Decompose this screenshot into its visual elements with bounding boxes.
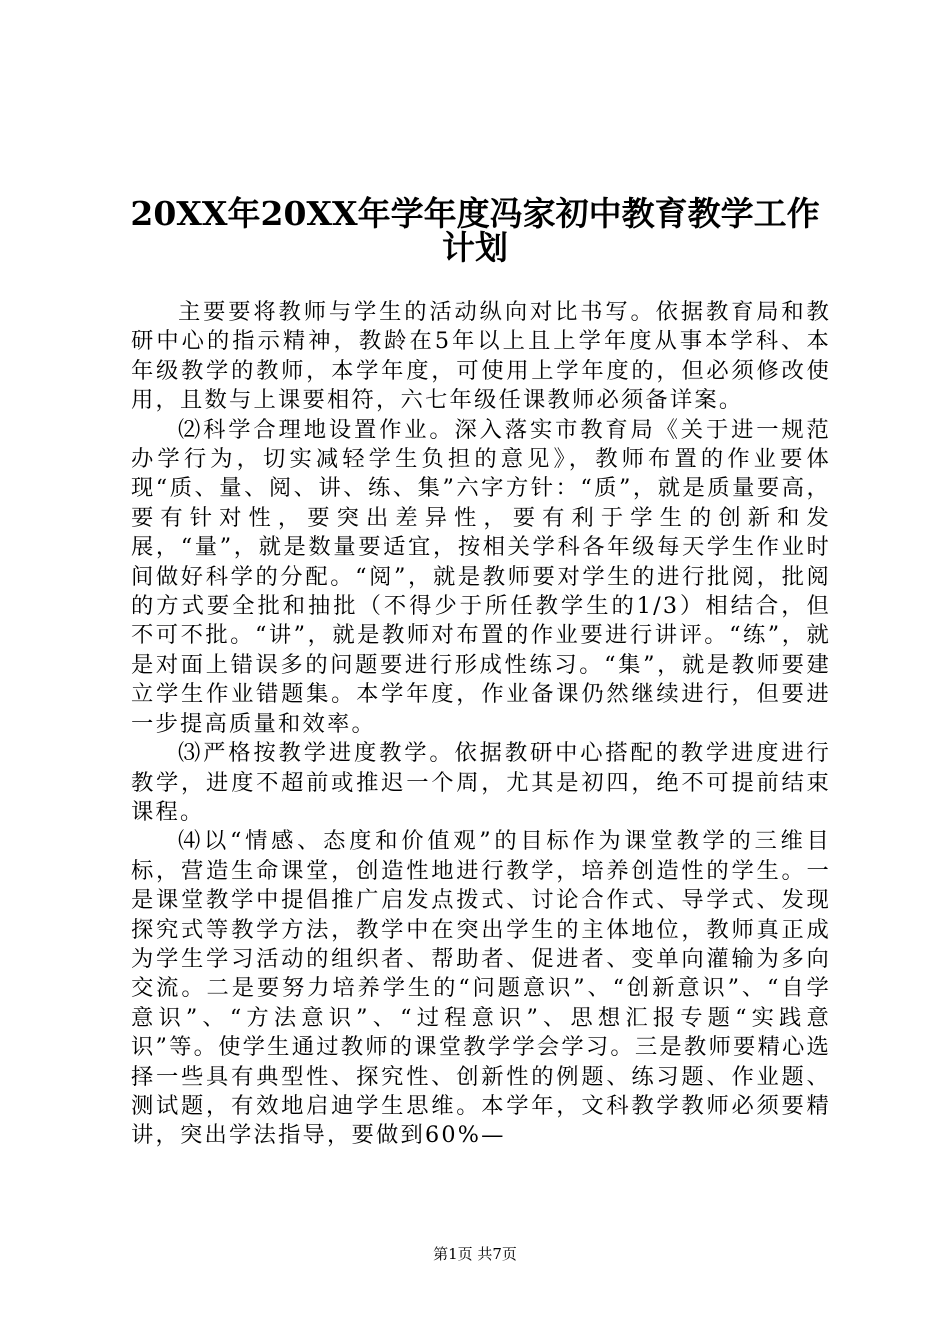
document-body bbox=[131, 298, 831, 1151]
page-number-footer: 第1页 共7页 bbox=[433, 1245, 517, 1263]
body-paragraph: ⑷以“情感、态度和价值观”的目标作为课堂教学的三维目标，营造生命课堂，创造性地进行教学，培养创造性的学生。一是课堂教学中提倡推广启发点拨式、讨论合作式、导学式、发现探究式等教学方法，教学中在突出学生的主体地位，教师真正成为学生学习活动的组织者、帮助者、促进者、变单向灌输为多向交流。二是要努力培养学生的“问题意识”、“创新意识”、“自学意识”、“方法意识”、“过程意识”、思想汇报专题“实践意识”等。使学生通过教师的课堂教学学会学习。三是教师要精心选择一些具有典型性、探究性、创新性的例题、练习题、作业题、测试题，有效地启迪学生思维。本学年，文科教学教师必须要精讲，突出学法指导，要做到60%— bbox=[131, 828, 831, 1149]
document-title-line-1: 20XX年20XX年学年度冯家初中教育教学工作 bbox=[130, 194, 820, 233]
body-paragraph: ⑶严格按教学进度教学。依据教研中心搭配的教学进度进行教学，进度不超前或推迟一个周，尤其是初四，绝不可提前结束课程。 bbox=[131, 740, 831, 825]
document-title-line-2: 计划 bbox=[442, 228, 508, 267]
body-paragraph: 主要要将教师与学生的活动纵向对比书写。依据教育局和教研中心的指示精神，教龄在5年以上且上学年度从事本学科、本年级教学的教师，本学年度，可使用上学年度的，但必须修改使用，且数与上课要相符，六七年级任课教师必须备详案。 bbox=[131, 299, 831, 414]
body-paragraph: ⑵科学合理地设置作业。深入落实市教育局《关于进一规范办学行为，切实减轻学生负担的意见》，教师布置的作业要体现“质、量、阅、讲、练、集”六字方针：“质”，就是质量要高，要有针对性，要突出差异性，要有利于学生的创新和发展，“量”，就是数量要适宜，按相关学科各年级每天学生作业时间做好科学的分配。“阅”，就是教师要对学生的进行批阅，批阅的方式要全批和抽批（不得少于所任教学生的1/3）相结合，但不可不批。“讲”，就是教师对布置的作业要进行讲评。“练”，就是对面上错误多的问题要进行形成性练习。“集”，就是教师要建立学生作业错题集。本学年度，作业备课仍然继续进行，但要进一步提高质量和效率。 bbox=[131, 416, 831, 737]
